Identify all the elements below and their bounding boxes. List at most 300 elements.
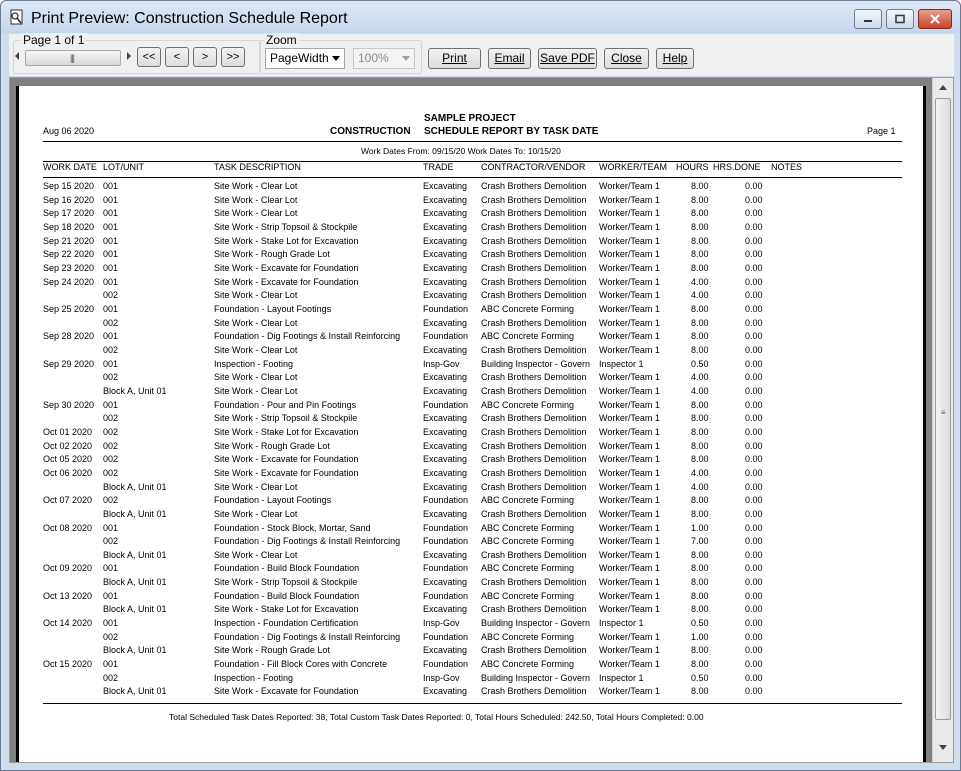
col-hrs-done: HRS.DONE bbox=[713, 162, 761, 172]
chevron-down-icon bbox=[402, 56, 410, 61]
cell-task-description: Site Work - Clear Lot bbox=[214, 549, 298, 560]
table-row bbox=[19, 645, 929, 659]
cell-lot-unit: Block A, Unit 01 bbox=[103, 481, 167, 492]
cell-worker-team: Worker/Team 1 bbox=[599, 577, 660, 588]
scroll-down-icon[interactable] bbox=[939, 745, 947, 750]
cell-worker-team: Inspector 1 bbox=[599, 358, 644, 369]
cell-trade: Insp-Gov bbox=[423, 618, 460, 629]
cell-hours: 4.00 bbox=[691, 276, 709, 287]
cell-task-description: Foundation - Dig Footings & Install Reinforcing bbox=[214, 331, 401, 342]
table-row bbox=[19, 673, 929, 687]
cell-lot-unit: 002 bbox=[103, 440, 119, 451]
toolbar bbox=[9, 34, 954, 76]
zoom-mode-select[interactable] bbox=[265, 48, 345, 69]
cell-lot-unit: 001 bbox=[103, 194, 119, 205]
cell-trade: Excavating bbox=[423, 645, 468, 656]
cell-task-description: Site Work - Excavate for Foundation bbox=[214, 454, 359, 465]
first-page-button[interactable]: << bbox=[137, 47, 161, 67]
cell-task-description: Foundation - Layout Footings bbox=[214, 495, 332, 506]
col-notes: NOTES bbox=[771, 162, 803, 172]
cell-hours: 0.50 bbox=[691, 358, 709, 369]
cell-task-description: Site Work - Rough Grade Lot bbox=[214, 249, 330, 260]
cell-lot-unit: 002 bbox=[103, 672, 119, 683]
cell-trade: Excavating bbox=[423, 413, 468, 424]
cell-hours: 8.00 bbox=[691, 262, 709, 273]
cell-worker-team: Worker/Team 1 bbox=[599, 385, 660, 396]
col-lot-unit: LOT/UNIT bbox=[103, 162, 145, 172]
cell-hrs-done: 0.00 bbox=[745, 358, 763, 369]
cell-task-description: Foundation - Pour and Pin Footings bbox=[214, 399, 357, 410]
table-row bbox=[19, 618, 929, 632]
cell-contractor: Crash Brothers Demolition bbox=[481, 467, 587, 478]
close-icon bbox=[930, 14, 940, 24]
table-row bbox=[19, 345, 929, 359]
cell-hrs-done: 0.00 bbox=[745, 303, 763, 314]
cell-hrs-done: 0.00 bbox=[745, 495, 763, 506]
cell-worker-team: Worker/Team 1 bbox=[599, 481, 660, 492]
cell-work-date: Sep 30 2020 bbox=[43, 399, 95, 410]
cell-hours: 4.00 bbox=[691, 372, 709, 383]
scroll-up-icon[interactable] bbox=[939, 85, 947, 90]
table-row bbox=[19, 290, 929, 304]
cell-task-description: Site Work - Clear Lot bbox=[214, 344, 298, 355]
cell-task-description: Inspection - Footing bbox=[214, 358, 294, 369]
table-row bbox=[19, 523, 929, 537]
col-contractor: CONTRACTOR/VENDOR bbox=[481, 162, 586, 172]
cell-contractor: Crash Brothers Demolition bbox=[481, 686, 587, 697]
cell-contractor: ABC Concrete Forming bbox=[481, 495, 575, 506]
col-trade: TRADE bbox=[423, 162, 454, 172]
cell-hours: 4.00 bbox=[691, 481, 709, 492]
cell-hrs-done: 0.00 bbox=[745, 181, 763, 191]
cell-trade: Excavating bbox=[423, 686, 468, 697]
cell-contractor: ABC Concrete Forming bbox=[481, 536, 575, 547]
cell-lot-unit: 002 bbox=[103, 290, 119, 301]
cell-contractor: Crash Brothers Demolition bbox=[481, 372, 587, 383]
cell-work-date: Oct 13 2020 bbox=[43, 590, 93, 601]
cell-worker-team: Worker/Team 1 bbox=[599, 262, 660, 273]
cell-hrs-done: 0.00 bbox=[745, 508, 763, 519]
cell-lot-unit: 002 bbox=[103, 536, 119, 547]
col-task-description: TASK DESCRIPTION bbox=[214, 162, 301, 172]
cell-trade: Excavating bbox=[423, 276, 468, 287]
table-row bbox=[19, 413, 929, 427]
cell-task-description: Site Work - Excavate for Foundation bbox=[214, 276, 359, 287]
cell-task-description: Site Work - Stake Lot for Excavation bbox=[214, 426, 359, 437]
report-title-left: CONSTRUCTION bbox=[330, 126, 411, 137]
col-worker-team: WORKER/TEAM bbox=[599, 162, 668, 172]
cell-hrs-done: 0.00 bbox=[745, 536, 763, 547]
cell-hours: 8.00 bbox=[691, 413, 709, 424]
prev-page-button[interactable]: < bbox=[165, 47, 189, 67]
date-range: Work Dates From: 09/15/20 Work Dates To: 10/15/20 bbox=[361, 146, 561, 156]
print-button[interactable]: Print bbox=[428, 48, 481, 69]
minimize-button[interactable] bbox=[854, 9, 882, 29]
cell-lot-unit: 001 bbox=[103, 659, 119, 670]
cell-worker-team: Worker/Team 1 bbox=[599, 440, 660, 451]
cell-lot-unit: 002 bbox=[103, 317, 119, 328]
cell-hrs-done: 0.00 bbox=[745, 604, 763, 615]
cell-worker-team: Worker/Team 1 bbox=[599, 522, 660, 533]
cell-hours: 8.00 bbox=[691, 331, 709, 342]
cell-lot-unit: 002 bbox=[103, 413, 119, 424]
cell-hours: 8.00 bbox=[691, 604, 709, 615]
slider-right-arrow-icon[interactable] bbox=[127, 52, 131, 60]
email-button[interactable]: Email bbox=[488, 48, 531, 69]
cell-lot-unit: Block A, Unit 01 bbox=[103, 645, 167, 656]
cell-hours: 4.00 bbox=[691, 290, 709, 301]
cell-hours: 8.00 bbox=[691, 577, 709, 588]
cell-trade: Excavating bbox=[423, 481, 468, 492]
cell-hours: 8.00 bbox=[691, 645, 709, 656]
cell-lot-unit: 001 bbox=[103, 358, 119, 369]
cell-work-date: Oct 02 2020 bbox=[43, 440, 93, 451]
save-pdf-button[interactable]: Save PDF bbox=[538, 48, 597, 69]
table-row bbox=[19, 632, 929, 646]
cell-hrs-done: 0.00 bbox=[745, 481, 763, 492]
cell-contractor: Crash Brothers Demolition bbox=[481, 426, 587, 437]
col-work-date: WORK DATE bbox=[43, 162, 97, 172]
cell-hrs-done: 0.00 bbox=[745, 317, 763, 328]
cell-hours: 8.00 bbox=[691, 659, 709, 670]
cell-worker-team: Worker/Team 1 bbox=[599, 645, 660, 656]
table-row bbox=[19, 359, 929, 373]
cell-contractor: Crash Brothers Demolition bbox=[481, 577, 587, 588]
cell-contractor: ABC Concrete Forming bbox=[481, 399, 575, 410]
cell-work-date: Oct 09 2020 bbox=[43, 563, 93, 574]
cell-hours: 8.00 bbox=[691, 303, 709, 314]
report-title-right: SCHEDULE REPORT BY TASK DATE bbox=[424, 126, 599, 137]
cell-trade: Foundation bbox=[423, 590, 469, 601]
cell-trade: Insp-Gov bbox=[423, 358, 460, 369]
cell-contractor: Crash Brothers Demolition bbox=[481, 440, 587, 451]
cell-contractor: Crash Brothers Demolition bbox=[481, 481, 587, 492]
cell-task-description: Site Work - Strip Topsoil & Stockpile bbox=[214, 577, 358, 588]
cell-work-date: Sep 18 2020 bbox=[43, 221, 95, 232]
cell-hrs-done: 0.00 bbox=[745, 686, 763, 697]
table-row bbox=[19, 222, 929, 236]
cell-worker-team: Worker/Team 1 bbox=[599, 413, 660, 424]
cell-hrs-done: 0.00 bbox=[745, 344, 763, 355]
cell-hours: 1.00 bbox=[691, 631, 709, 642]
cell-hours: 7.00 bbox=[691, 536, 709, 547]
close-button[interactable]: Close bbox=[604, 48, 649, 69]
cell-hrs-done: 0.00 bbox=[745, 249, 763, 260]
cell-task-description: Foundation - Dig Footings & Install Reinforcing bbox=[214, 631, 401, 642]
cell-worker-team: Worker/Team 1 bbox=[599, 344, 660, 355]
table-row bbox=[19, 195, 929, 209]
cell-hrs-done: 0.00 bbox=[745, 590, 763, 601]
cell-hrs-done: 0.00 bbox=[745, 631, 763, 642]
cell-task-description: Site Work - Strip Topsoil & Stockpile bbox=[214, 413, 358, 424]
cell-worker-team: Worker/Team 1 bbox=[599, 194, 660, 205]
cell-worker-team: Worker/Team 1 bbox=[599, 317, 660, 328]
cell-worker-team: Inspector 1 bbox=[599, 672, 644, 683]
slider-left-arrow-icon[interactable] bbox=[15, 52, 19, 60]
cell-hours: 8.00 bbox=[691, 249, 709, 260]
cell-contractor: ABC Concrete Forming bbox=[481, 522, 575, 533]
cell-lot-unit: 001 bbox=[103, 399, 119, 410]
table-row bbox=[19, 304, 929, 318]
table-row bbox=[19, 604, 929, 618]
cell-lot-unit: Block A, Unit 01 bbox=[103, 508, 167, 519]
vertical-scrollbar[interactable] bbox=[932, 78, 953, 762]
cell-worker-team: Worker/Team 1 bbox=[599, 399, 660, 410]
cell-lot-unit: 002 bbox=[103, 454, 119, 465]
cell-contractor: Crash Brothers Demolition bbox=[481, 221, 587, 232]
cell-hrs-done: 0.00 bbox=[745, 235, 763, 246]
cell-hours: 8.00 bbox=[691, 181, 709, 191]
cell-work-date: Oct 15 2020 bbox=[43, 659, 93, 670]
table-row bbox=[19, 208, 929, 222]
cell-worker-team: Worker/Team 1 bbox=[599, 467, 660, 478]
cell-task-description: Foundation - Layout Footings bbox=[214, 303, 332, 314]
cell-hrs-done: 0.00 bbox=[745, 672, 763, 683]
cell-hrs-done: 0.00 bbox=[745, 440, 763, 451]
footer-rule bbox=[43, 703, 902, 704]
cell-hours: 8.00 bbox=[691, 344, 709, 355]
cell-hours: 8.00 bbox=[691, 495, 709, 506]
cell-contractor: Building Inspector - Govern bbox=[481, 618, 591, 629]
cell-work-date: Oct 05 2020 bbox=[43, 454, 93, 465]
cell-worker-team: Worker/Team 1 bbox=[599, 590, 660, 601]
cell-lot-unit: 001 bbox=[103, 590, 119, 601]
cell-trade: Foundation bbox=[423, 303, 469, 314]
cell-trade: Excavating bbox=[423, 290, 468, 301]
cell-contractor: Crash Brothers Demolition bbox=[481, 208, 587, 219]
cell-task-description: Foundation - Stock Block, Mortar, Sand bbox=[214, 522, 371, 533]
cell-task-description: Site Work - Clear Lot bbox=[214, 317, 298, 328]
table-row bbox=[19, 236, 929, 250]
cell-trade: Excavating bbox=[423, 577, 468, 588]
zoom-label: Zoom bbox=[266, 33, 297, 47]
cell-hrs-done: 0.00 bbox=[745, 467, 763, 478]
cell-contractor: Crash Brothers Demolition bbox=[481, 235, 587, 246]
cell-lot-unit: 001 bbox=[103, 208, 119, 219]
cell-worker-team: Worker/Team 1 bbox=[599, 181, 660, 191]
cell-trade: Excavating bbox=[423, 454, 468, 465]
cell-worker-team: Inspector 1 bbox=[599, 618, 644, 629]
table-row bbox=[19, 482, 929, 496]
cell-trade: Excavating bbox=[423, 317, 468, 328]
cell-hrs-done: 0.00 bbox=[745, 454, 763, 465]
cell-worker-team: Worker/Team 1 bbox=[599, 631, 660, 642]
close-window-button[interactable] bbox=[918, 9, 952, 29]
cell-worker-team: Worker/Team 1 bbox=[599, 221, 660, 232]
cell-trade: Excavating bbox=[423, 344, 468, 355]
table-row bbox=[19, 441, 929, 455]
cell-contractor: Building Inspector - Govern bbox=[481, 358, 591, 369]
cell-work-date: Sep 16 2020 bbox=[43, 194, 95, 205]
table-row bbox=[19, 400, 929, 414]
cell-task-description: Foundation - Build Block Foundation bbox=[214, 590, 360, 601]
table-row bbox=[19, 181, 929, 195]
cell-hours: 4.00 bbox=[691, 467, 709, 478]
slider-track[interactable] bbox=[25, 50, 121, 66]
cell-hrs-done: 0.00 bbox=[745, 194, 763, 205]
cell-hrs-done: 0.00 bbox=[745, 426, 763, 437]
cell-worker-team: Worker/Team 1 bbox=[599, 563, 660, 574]
chevron-down-icon bbox=[332, 56, 340, 61]
table-row bbox=[19, 318, 929, 332]
cell-task-description: Site Work - Excavate for Foundation bbox=[214, 467, 359, 478]
table-row bbox=[19, 509, 929, 523]
scroll-thumb[interactable] bbox=[935, 98, 951, 720]
last-page-button[interactable]: >> bbox=[221, 47, 245, 67]
project-name: SAMPLE PROJECT bbox=[424, 113, 516, 124]
cell-lot-unit: 001 bbox=[103, 262, 119, 273]
cell-trade: Foundation bbox=[423, 536, 469, 547]
column-header-rule bbox=[43, 177, 902, 178]
cell-contractor: Crash Brothers Demolition bbox=[481, 276, 587, 287]
minimize-icon bbox=[863, 15, 873, 23]
cell-worker-team: Worker/Team 1 bbox=[599, 426, 660, 437]
cell-trade: Foundation bbox=[423, 522, 469, 533]
cell-hrs-done: 0.00 bbox=[745, 645, 763, 656]
page-indicator: Page 1 of 1 bbox=[23, 33, 85, 47]
cell-worker-team: Worker/Team 1 bbox=[599, 290, 660, 301]
cell-lot-unit: 001 bbox=[103, 618, 119, 629]
cell-hours: 8.00 bbox=[691, 221, 709, 232]
cell-hrs-done: 0.00 bbox=[745, 208, 763, 219]
cell-work-date: Oct 06 2020 bbox=[43, 467, 93, 478]
cell-task-description: Site Work - Stake Lot for Excavation bbox=[214, 235, 359, 246]
title-bar[interactable] bbox=[1, 1, 960, 33]
table-row bbox=[19, 454, 929, 468]
next-page-button[interactable]: > bbox=[193, 47, 217, 67]
cell-lot-unit: 002 bbox=[103, 631, 119, 642]
cell-lot-unit: Block A, Unit 01 bbox=[103, 549, 167, 560]
cell-lot-unit: 001 bbox=[103, 249, 119, 260]
help-button[interactable]: Help bbox=[656, 48, 694, 69]
cell-work-date: Sep 28 2020 bbox=[43, 331, 95, 342]
cell-trade: Insp-Gov bbox=[423, 672, 460, 683]
cell-worker-team: Worker/Team 1 bbox=[599, 208, 660, 219]
cell-trade: Excavating bbox=[423, 426, 468, 437]
cell-trade: Foundation bbox=[423, 631, 469, 642]
cell-worker-team: Worker/Team 1 bbox=[599, 659, 660, 670]
table-row bbox=[19, 686, 929, 700]
table-row bbox=[19, 536, 929, 550]
cell-lot-unit: Block A, Unit 01 bbox=[103, 686, 167, 697]
cell-contractor: ABC Concrete Forming bbox=[481, 659, 575, 670]
cell-trade: Excavating bbox=[423, 249, 468, 260]
cell-lot-unit: 002 bbox=[103, 495, 119, 506]
cell-work-date: Sep 25 2020 bbox=[43, 303, 95, 314]
cell-work-date: Sep 29 2020 bbox=[43, 358, 95, 369]
cell-contractor: Crash Brothers Demolition bbox=[481, 604, 587, 615]
report-summary: Total Scheduled Task Dates Reported: 38, Total Custom Task Dates Reported: 0, Total Hours Scheduled: 242.50, Total Hours Completed: 0.00 bbox=[169, 712, 704, 722]
page-slider[interactable] bbox=[21, 48, 127, 66]
maximize-icon bbox=[895, 15, 905, 24]
cell-hrs-done: 0.00 bbox=[745, 372, 763, 383]
cell-contractor: Crash Brothers Demolition bbox=[481, 549, 587, 560]
cell-lot-unit: 002 bbox=[103, 372, 119, 383]
cell-trade: Excavating bbox=[423, 467, 468, 478]
cell-trade: Excavating bbox=[423, 508, 468, 519]
cell-work-date: Sep 22 2020 bbox=[43, 249, 95, 260]
table-row bbox=[19, 468, 929, 482]
cell-trade: Excavating bbox=[423, 549, 468, 560]
zoom-percent-select bbox=[353, 48, 415, 69]
cell-contractor: Crash Brothers Demolition bbox=[481, 262, 587, 273]
cell-trade: Foundation bbox=[423, 495, 469, 506]
table-row bbox=[19, 591, 929, 605]
cell-lot-unit: Block A, Unit 01 bbox=[103, 577, 167, 588]
cell-trade: Excavating bbox=[423, 221, 468, 232]
cell-hours: 8.00 bbox=[691, 426, 709, 437]
cell-work-date: Oct 07 2020 bbox=[43, 495, 93, 506]
cell-task-description: Site Work - Rough Grade Lot bbox=[214, 440, 330, 451]
cell-task-description: Site Work - Clear Lot bbox=[214, 290, 298, 301]
table-row bbox=[19, 577, 929, 591]
cell-contractor: ABC Concrete Forming bbox=[481, 303, 575, 314]
cell-contractor: Crash Brothers Demolition bbox=[481, 344, 587, 355]
cell-contractor: Crash Brothers Demolition bbox=[481, 249, 587, 260]
cell-worker-team: Worker/Team 1 bbox=[599, 276, 660, 287]
cell-hrs-done: 0.00 bbox=[745, 221, 763, 232]
cell-worker-team: Worker/Team 1 bbox=[599, 495, 660, 506]
cell-contractor: Crash Brothers Demolition bbox=[481, 317, 587, 328]
cell-hrs-done: 0.00 bbox=[745, 331, 763, 342]
cell-work-date: Oct 14 2020 bbox=[43, 618, 93, 629]
table-row bbox=[19, 563, 929, 577]
cell-trade: Excavating bbox=[423, 604, 468, 615]
cell-worker-team: Worker/Team 1 bbox=[599, 536, 660, 547]
cell-contractor: Crash Brothers Demolition bbox=[481, 454, 587, 465]
cell-task-description: Inspection - Foundation Certification bbox=[214, 618, 359, 629]
cell-work-date: Sep 24 2020 bbox=[43, 276, 95, 287]
cell-task-description: Site Work - Clear Lot bbox=[214, 372, 298, 383]
cell-lot-unit: 002 bbox=[103, 344, 119, 355]
cell-task-description: Site Work - Clear Lot bbox=[214, 208, 298, 219]
table-row bbox=[19, 550, 929, 564]
cell-task-description: Site Work - Clear Lot bbox=[214, 508, 298, 519]
cell-worker-team: Worker/Team 1 bbox=[599, 454, 660, 465]
cell-task-description: Site Work - Clear Lot bbox=[214, 194, 298, 205]
table-row bbox=[19, 495, 929, 509]
print-preview-app-icon bbox=[9, 9, 25, 25]
cell-lot-unit: 001 bbox=[103, 522, 119, 533]
cell-contractor: Crash Brothers Demolition bbox=[481, 645, 587, 656]
cell-work-date: Sep 17 2020 bbox=[43, 208, 95, 219]
cell-task-description: Foundation - Dig Footings & Install Reinforcing bbox=[214, 536, 401, 547]
cell-hours: 8.00 bbox=[691, 317, 709, 328]
cell-hours: 8.00 bbox=[691, 549, 709, 560]
cell-hours: 8.00 bbox=[691, 563, 709, 574]
zoom-percent-value: 100% bbox=[358, 51, 389, 65]
cell-hours: 8.00 bbox=[691, 235, 709, 246]
cell-work-date: Sep 15 2020 bbox=[43, 181, 95, 191]
cell-contractor: Crash Brothers Demolition bbox=[481, 508, 587, 519]
cell-hours: 8.00 bbox=[691, 399, 709, 410]
cell-hours: 0.50 bbox=[691, 672, 709, 683]
preview-area bbox=[9, 77, 954, 763]
cell-hrs-done: 0.00 bbox=[745, 262, 763, 273]
maximize-button[interactable] bbox=[886, 9, 914, 29]
cell-worker-team: Worker/Team 1 bbox=[599, 686, 660, 697]
cell-task-description: Site Work - Clear Lot bbox=[214, 385, 298, 396]
table-row bbox=[19, 386, 929, 400]
cell-worker-team: Worker/Team 1 bbox=[599, 549, 660, 560]
cell-task-description: Site Work - Rough Grade Lot bbox=[214, 645, 330, 656]
cell-contractor: Crash Brothers Demolition bbox=[481, 181, 587, 191]
cell-lot-unit: Block A, Unit 01 bbox=[103, 604, 167, 615]
cell-hours: 8.00 bbox=[691, 208, 709, 219]
cell-task-description: Site Work - Excavate for Foundation bbox=[214, 686, 359, 697]
cell-task-description: Foundation - Build Block Foundation bbox=[214, 563, 360, 574]
cell-trade: Excavating bbox=[423, 440, 468, 451]
